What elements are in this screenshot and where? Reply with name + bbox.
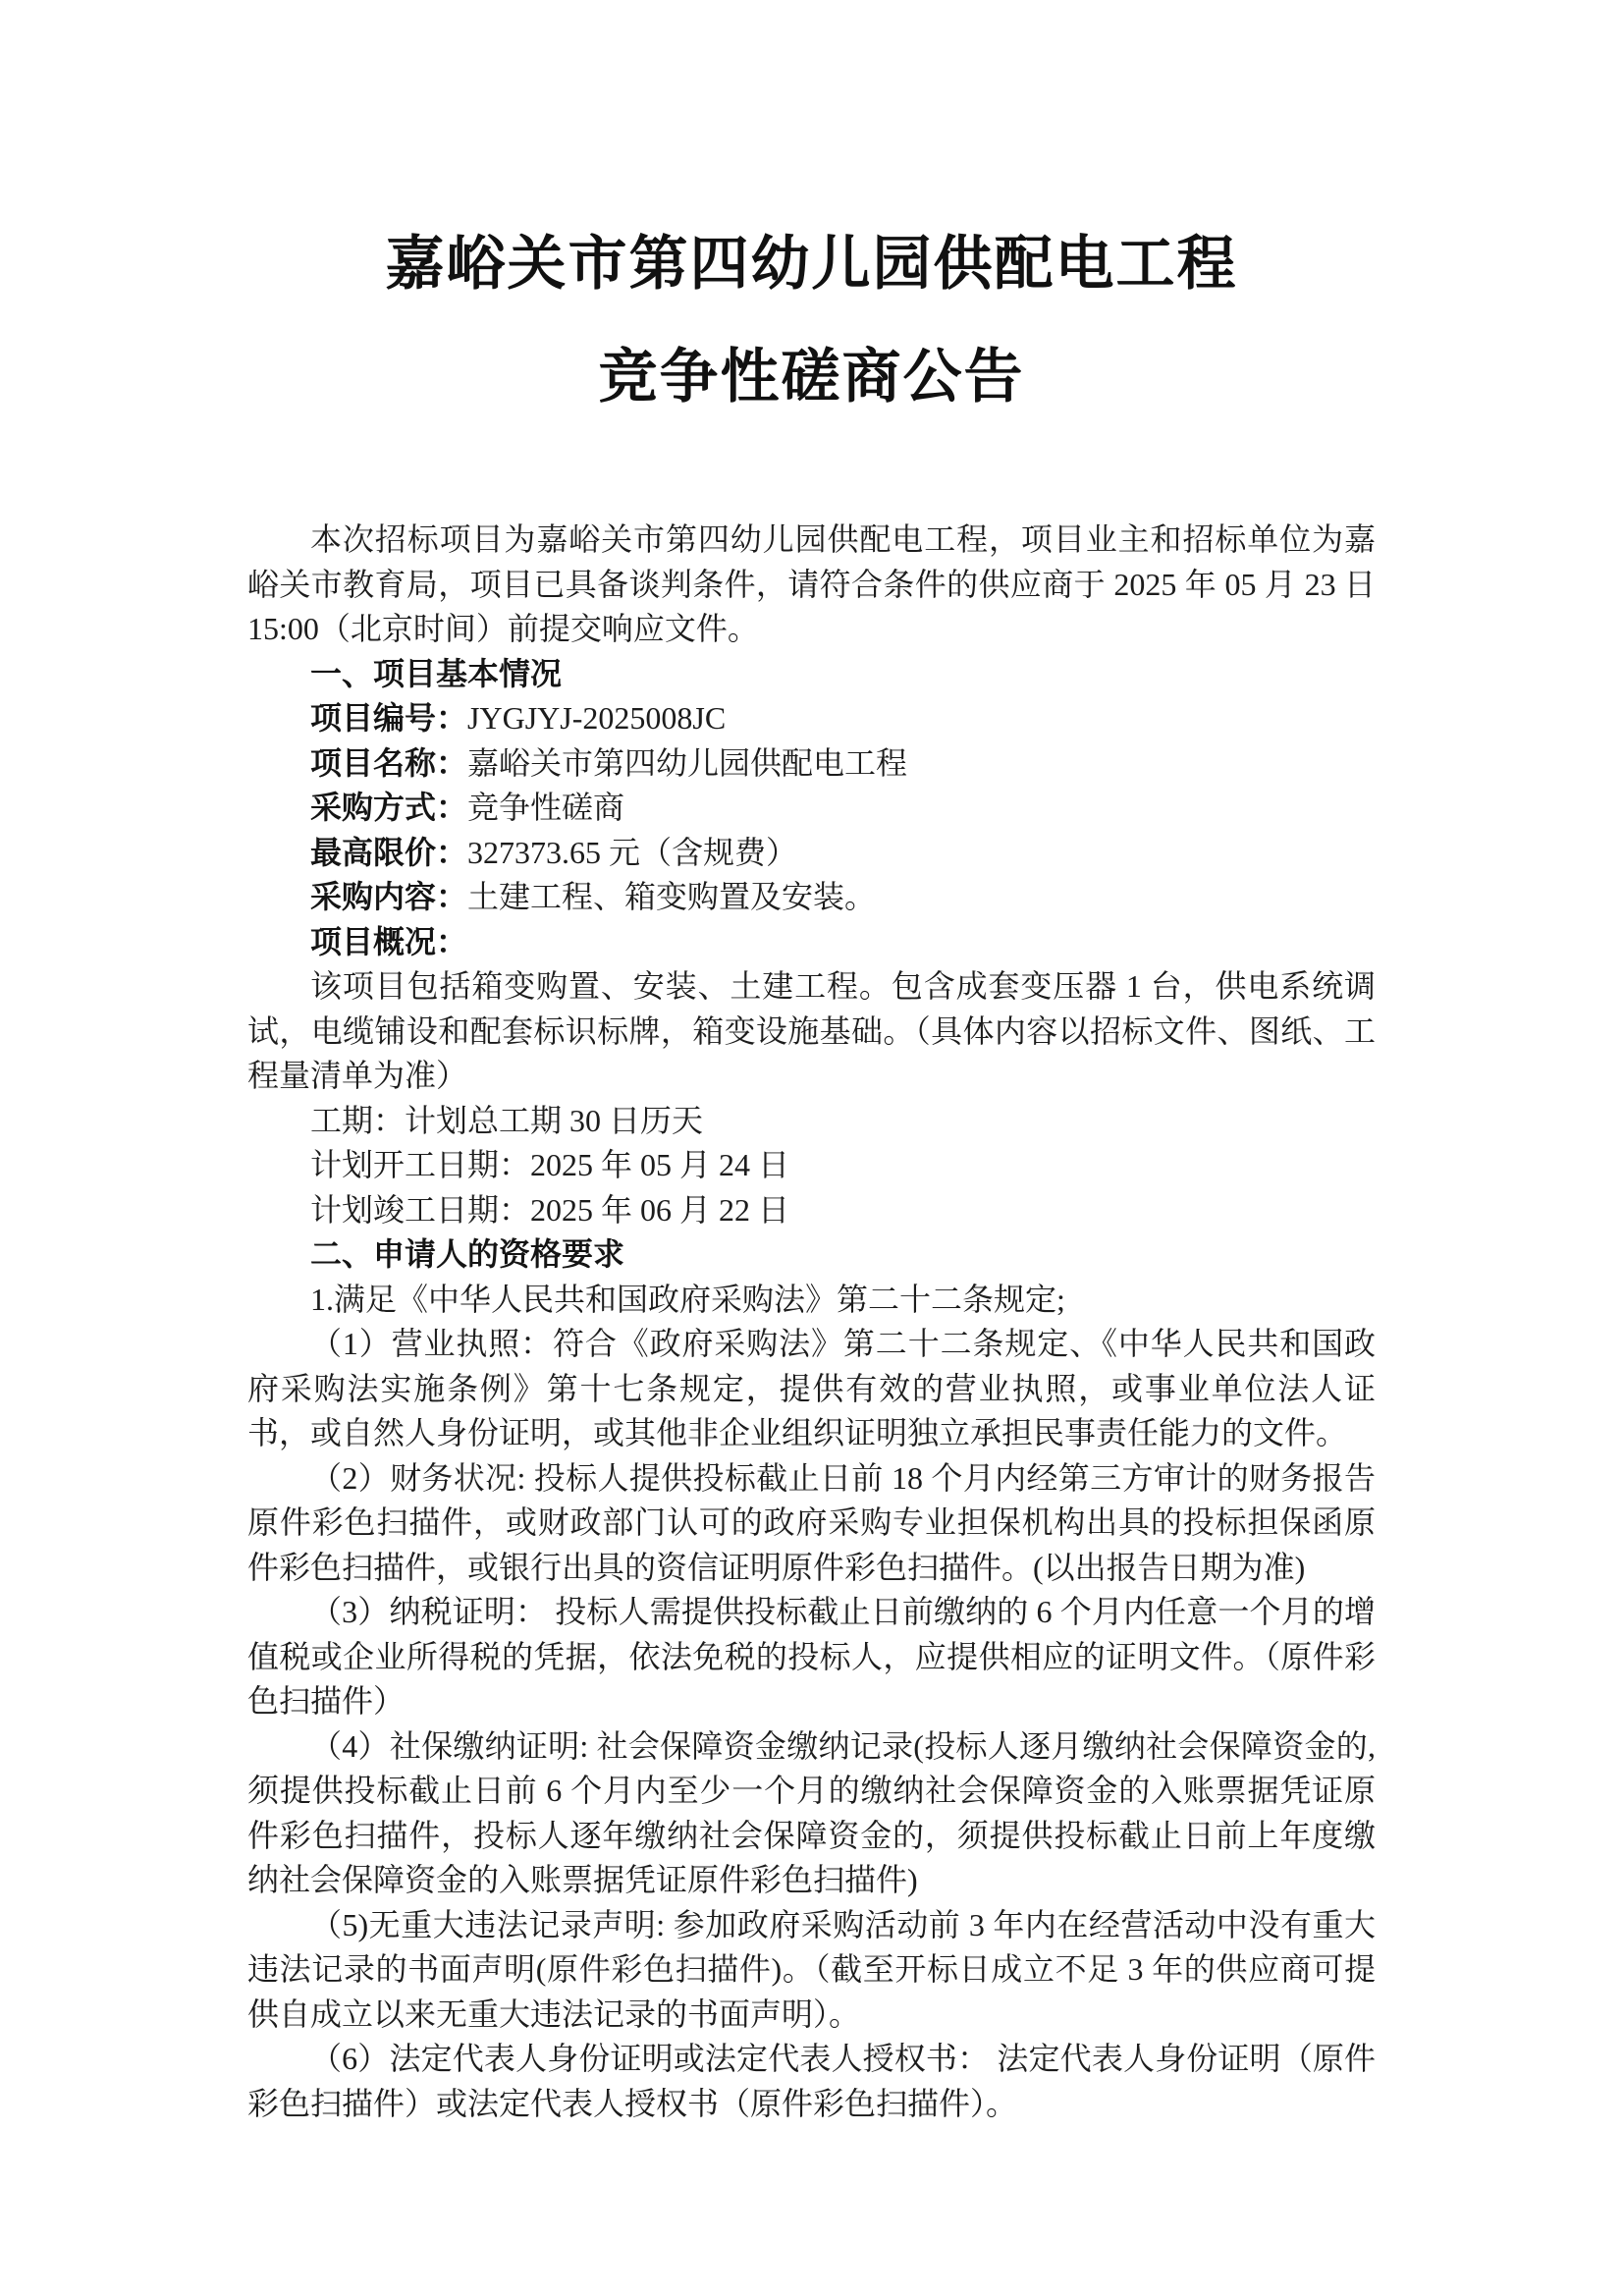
qualification-item-no-violation: （5)无重大违法记录声明: 参加政府采购活动前 3 年内在经营活动中没有重大违法记录的书面声明(原件彩色扫描件)。（截至开标日成立不足 3 年的供应商可提供自成立以来无重大违法记录的书面声明）。 bbox=[247, 1906, 1376, 2032]
document-title-line2: 竞争性磋商公告 bbox=[598, 345, 1025, 410]
field-procurement-content bbox=[247, 875, 1376, 920]
project-overview-text: 该项目包括箱变购置、安装、土建工程。包含成套变压器 1 台，供电系统调试，电缆铺设和配套标识标牌，箱变设施基础。（具体内容以招标文件、图纸、工程量清单为准） bbox=[247, 968, 1376, 1093]
section1-heading: 一、项目基本情况 bbox=[310, 655, 563, 691]
qualification-item-legal-representative: （6）法定代表人身份证明或法定代表人授权书： 法定代表人身份证明（原件彩色扫描件）或法定代表人授权书（原件彩色扫描件）。 bbox=[247, 2041, 1376, 2121]
field-project-number-value: JYGJYJ-2025008JC bbox=[467, 700, 727, 736]
intro-paragraph: 本次招标项目为嘉峪关市第四幼儿园供配电工程，项目业主和招标单位为嘉峪关市教育局，项目已具备谈判条件，请符合条件的供应商于 2025 年 05 月 23 日 15:00（北京时间）前提交响应文件。 bbox=[247, 521, 1376, 646]
field-project-number-label: 项目编号： bbox=[310, 700, 468, 736]
qualification-item-tax-certificate: （3）纳税证明： 投标人需提供投标截止日前缴纳的 6 个月内任意一个月的增值税或企业所得税的凭据，依法免税的投标人，应提供相应的证明文件。（原件彩色扫描件） bbox=[247, 1594, 1376, 1719]
qualification-item-business-license: （1）营业执照：符合《政府采购法》第二十二条规定、《中华人民共和国政府采购法实施条例》第十七条规定，提供有效的营业执照，或事业单位法人证书，或自然人身份证明，或其他非企业组织证明独立承担民事责任能力的文件。 bbox=[247, 1326, 1376, 1450]
field-max-price bbox=[247, 831, 1376, 876]
qualification-item-financial-status: （2）财务状况: 投标人提供投标截止日前 18 个月内经第三方审计的财务报告原件彩色扫描件，或财政部门认可的政府采购专业担保机构出具的投标担保函原件彩色扫描件，或银行出具的资信证明原件彩色扫描件。(以出报告日期为准) bbox=[247, 1459, 1376, 1585]
schedule-duration: 工期：计划总工期 30 日历天 bbox=[310, 1102, 704, 1138]
document-title-line1: 嘉峪关市第四幼儿园供配电工程 bbox=[385, 232, 1238, 297]
section2-heading: 二、申请人的资格要求 bbox=[310, 1236, 625, 1272]
field-procurement-content-value: 土建工程、箱变购置及安装。 bbox=[467, 879, 877, 914]
field-procurement-method-label: 采购方式： bbox=[310, 790, 468, 825]
field-procurement-content-label: 采购内容： bbox=[310, 879, 468, 914]
field-project-number bbox=[247, 696, 1376, 741]
qualification-item-social-security: （4）社保缴纳证明: 社会保障资金缴纳记录(投标人逐月缴纳社会保障资金的,须提供投标截止日前 6 个月内至少一个月的缴纳社会保障资金的入账票据凭证原件彩色扫描件，投标人逐年缴纳社会保障资金的，须提供投标截止日前上年度缴纳社会保障资金的入账票据凭证原件彩色扫描件) bbox=[247, 1727, 1376, 1897]
field-procurement-method bbox=[247, 786, 1376, 831]
schedule-start-date: 计划开工日期：2025 年 05 月 24 日 bbox=[310, 1147, 790, 1182]
schedule-end-date: 计划竣工日期：2025 年 06 月 22 日 bbox=[310, 1191, 790, 1228]
field-project-overview bbox=[247, 920, 1376, 965]
field-procurement-method-value: 竞争性磋商 bbox=[467, 790, 625, 825]
field-project-name bbox=[247, 741, 1376, 787]
field-project-overview-label: 项目概况： bbox=[310, 923, 468, 959]
qualification-item-1: 1.满足《中华人民共和国政府采购法》第二十二条规定; bbox=[310, 1281, 1065, 1317]
field-project-name-value: 嘉峪关市第四幼儿园供配电工程 bbox=[467, 744, 908, 781]
field-max-price-value: 327373.65 元（含规费） bbox=[467, 834, 798, 870]
field-max-price-label: 最高限价： bbox=[310, 834, 468, 870]
field-project-name-label: 项目名称： bbox=[310, 744, 468, 781]
